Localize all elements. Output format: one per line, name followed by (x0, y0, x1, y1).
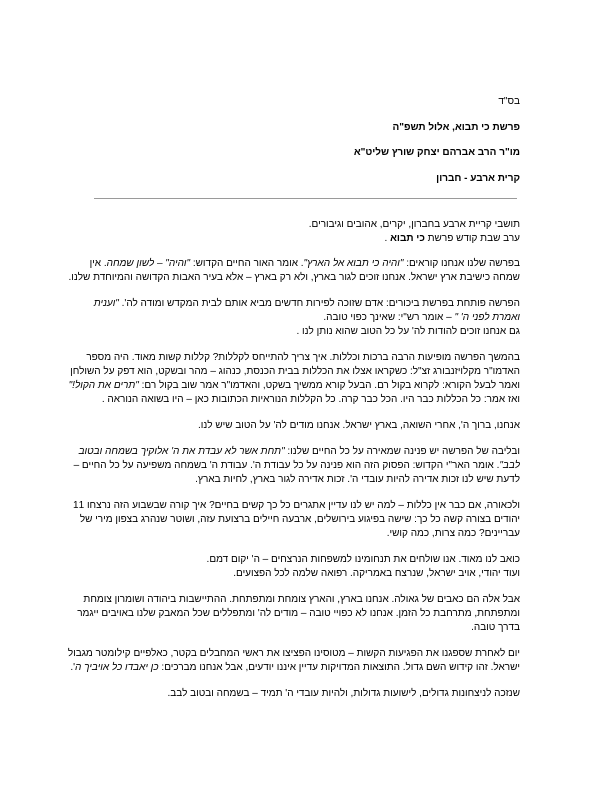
paragraph-line: לבב". אומר האר"י הקדוש: הפסוק הזה הוא פנינה על כל עבודת ה'. עבודת ה' בשמחה משפיעה על כל החיים – (73, 460, 520, 471)
paragraph-line: לדעת שיש לנו זכות אדירה להיות עובדי ה'. זכות אדירה לגור בארץ, לחיות בארץ. (195, 474, 520, 485)
paragraph-line: ואמר לבעל הקורא: לקרוא בקול רם. הבעל קורא ממשיך בשקט, והאדמו"ר אמר שוב בקול רם: "תרים את הקול!" (68, 380, 520, 391)
paragraph-line: תושבי קריית ארבע בחברון, יקרים, אהובים וגיבורים. (308, 219, 520, 230)
paragraph-line: בדרך טובה. (471, 622, 520, 633)
paragraph-line: בהמשך הפרשה מופיעות הרבה ברכות וכללות. איך צריך להתייחס לקללות? קללות קשות מאוד. היה מספר (86, 352, 520, 363)
paragraph-line: אנחנו, ברוך ה', אחרי השואה, בארץ ישראל. אנחנו מודים לה' על הטוב שיש לנו. (198, 420, 520, 431)
paragraph-line: ומתפתחת, מתרחבת כל הזמן. אנחנו לא כפויי טובה – מודים לה' ומתפללים שכל המאבק שלנו באויבים ייגמר (77, 608, 520, 619)
paragraph-line: האדמו"ר מקלויזנבורג זצ"ל: כשקראו אצלו את הכללות בבית הכנסת, כנהוג – מהר ובשקט, הוא דפק על השולחן (70, 366, 520, 377)
paragraph-line: ועוד יהודי, אויב ישראל, שנרצח באמריקה. רפואה שלמה לכל הפצועים. (233, 568, 520, 579)
paragraph-line: כואב לנו מאוד. אנו שולחים את תנחומינו למשפחות הנרצחים – ה' יקום דמם. (206, 554, 520, 565)
header-divider (94, 198, 517, 199)
paragraph-line: יום לאחרת שספגנו את הפגיעות הקשות – מטוסינו הפציצו את ראשי המחבלים בקטר, כאלפיים קילומטר מגבול (67, 648, 520, 659)
rabbi-name: מו"ר הרב אברהם יצחק שורץ שליט"א (353, 147, 520, 158)
bsd-mark: בס"ד (498, 96, 520, 107)
paragraph-line: הפרשה פותחת בפרשת ביכורים: אדם שזוכה לפירות חדשים מביא אותם לבית המקדש ומודה לה'. "וענית (93, 298, 520, 309)
paragraph-line: גם אנחנו זוכים להודות לה' על כל הטוב שהוא נותן לנו . (296, 326, 520, 337)
paragraph-line: ישראל. זהו קידוש השם גדול. התוצאות המדויקות עדיין איננו יודעים, אבל אנחנו מברכים: כן יאבדו כל אויביך ה'. (70, 662, 520, 673)
paragraph-line: עבריינים? כמה צרות, כמה קושי. (386, 528, 520, 539)
paragraph-line: בפרשה שלנו אנחנו קוראים: "והיה כי תבוא אל הארץ". אומר האור החיים הקדוש: "והיה" – לשון שמחה. אין (89, 258, 520, 269)
paragraph-line: ולכאורה, אם כבר אין כללות – למה יש לנו עדיין אתגרים כל כך קשים בחיים? איך קורה שבשבוע הזה נרצחו 11 (73, 500, 520, 511)
paragraph-line: ואז אמר: כל הכללות כבר היו. הכל כבר קרה. כל הקללות הנוראיות הכתובות כאן – היו בשואה הנוראה . (101, 394, 520, 405)
parasha-title: פרשת כי תבוא, אלול תשפ"ה (392, 122, 520, 133)
paragraph-line: ערב שבת קודש פרשת כי תבוא . (384, 233, 520, 244)
paragraph-line: אבל אלה הם כאבים של גאולה. אנחנו בארץ, והארץ צומחת ומתפתחת. ההתיישבות ביהודה ושומרון צומחת (83, 594, 520, 605)
paragraph-line: ואמרת לפני ה' " – אומר רש"י: שאינך כפוי טובה. (323, 312, 520, 323)
paragraph-line: יהודים בצורה קשה כל כך: שישה בפיגוע בירושלים, ארבעה חיילים ברצועת עזה, ושוטר שנהרג בצפון מירי של (79, 514, 520, 525)
paragraph-line: שנזכה לניצחונות גדולים, לישועות גדולות, ולהיות עובדי ה' תמיד – בשמחה ובטוב לבב. (167, 688, 520, 699)
paragraph-line: ובליבה של הפרשה יש פנינה שמאירה על כל החיים שלנו: "תחת אשר לא עבדת את ה' אלוקיך בשמחה ובטוב (78, 446, 520, 457)
paragraph-line: שמחה כישיבת ארץ ישראל. אנחנו זוכים לגור בארץ, ולא רק בארץ – אלא בעיר האבות הקדושה והמיוחדת שלנו. (68, 272, 520, 283)
location: קרית ארבע - חברון (436, 173, 520, 184)
